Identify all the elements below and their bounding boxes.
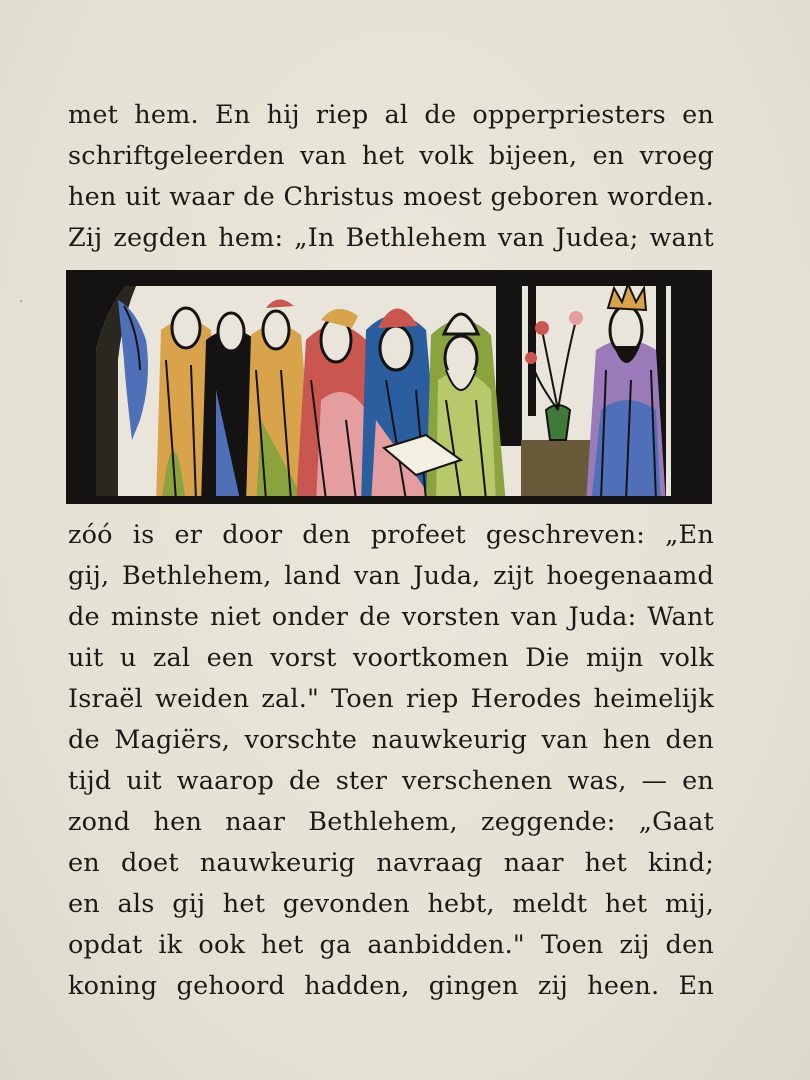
text-line: opdat ik ook het ga aanbidden." Toen zij den [68, 930, 714, 960]
text-line: tijd uit waarop de ster verschenen was, — en [68, 766, 714, 796]
text-line: Israël weiden zal." Toen riep Herodes heimelijk [68, 684, 714, 714]
text-line: zond hen naar Bethlehem, zeggende: „Gaat [68, 807, 714, 837]
text-line: gij, Bethlehem, land van Juda, zijt hoegenaamd [68, 561, 714, 591]
text-line: en doet nauwkeurig navraag naar het kind; [68, 848, 714, 878]
text-line: zóó is er door den profeet geschreven: „En [68, 520, 714, 550]
text-block-bottom [68, 515, 714, 1007]
text-line: Zij zegden hem: „In Bethlehem van Judea; want [68, 223, 714, 253]
text-line: en als gij het gevonden hebt, meldt het mij, [68, 889, 714, 919]
text-line: de Magiërs, vorschte nauwkeurig van hen den [68, 725, 714, 755]
text-line: hen uit waar de Christus moest geboren worden. [68, 182, 714, 212]
woodcut-illustration [66, 270, 712, 504]
text-line: met hem. En hij riep al de opperpriesters en [68, 100, 714, 130]
text-line: schriftgeleerden van het volk bijeen, en vroeg [68, 141, 714, 171]
text-line: koning gehoord hadden, gingen zij heen. En [68, 971, 714, 1001]
text-line: uit u zal een vorst voortkomen Die mijn volk [68, 643, 714, 673]
text-block-top [68, 95, 714, 259]
text-line: de minste niet onder de vorsten van Juda: Want [68, 602, 714, 632]
paper-speck [20, 300, 22, 302]
